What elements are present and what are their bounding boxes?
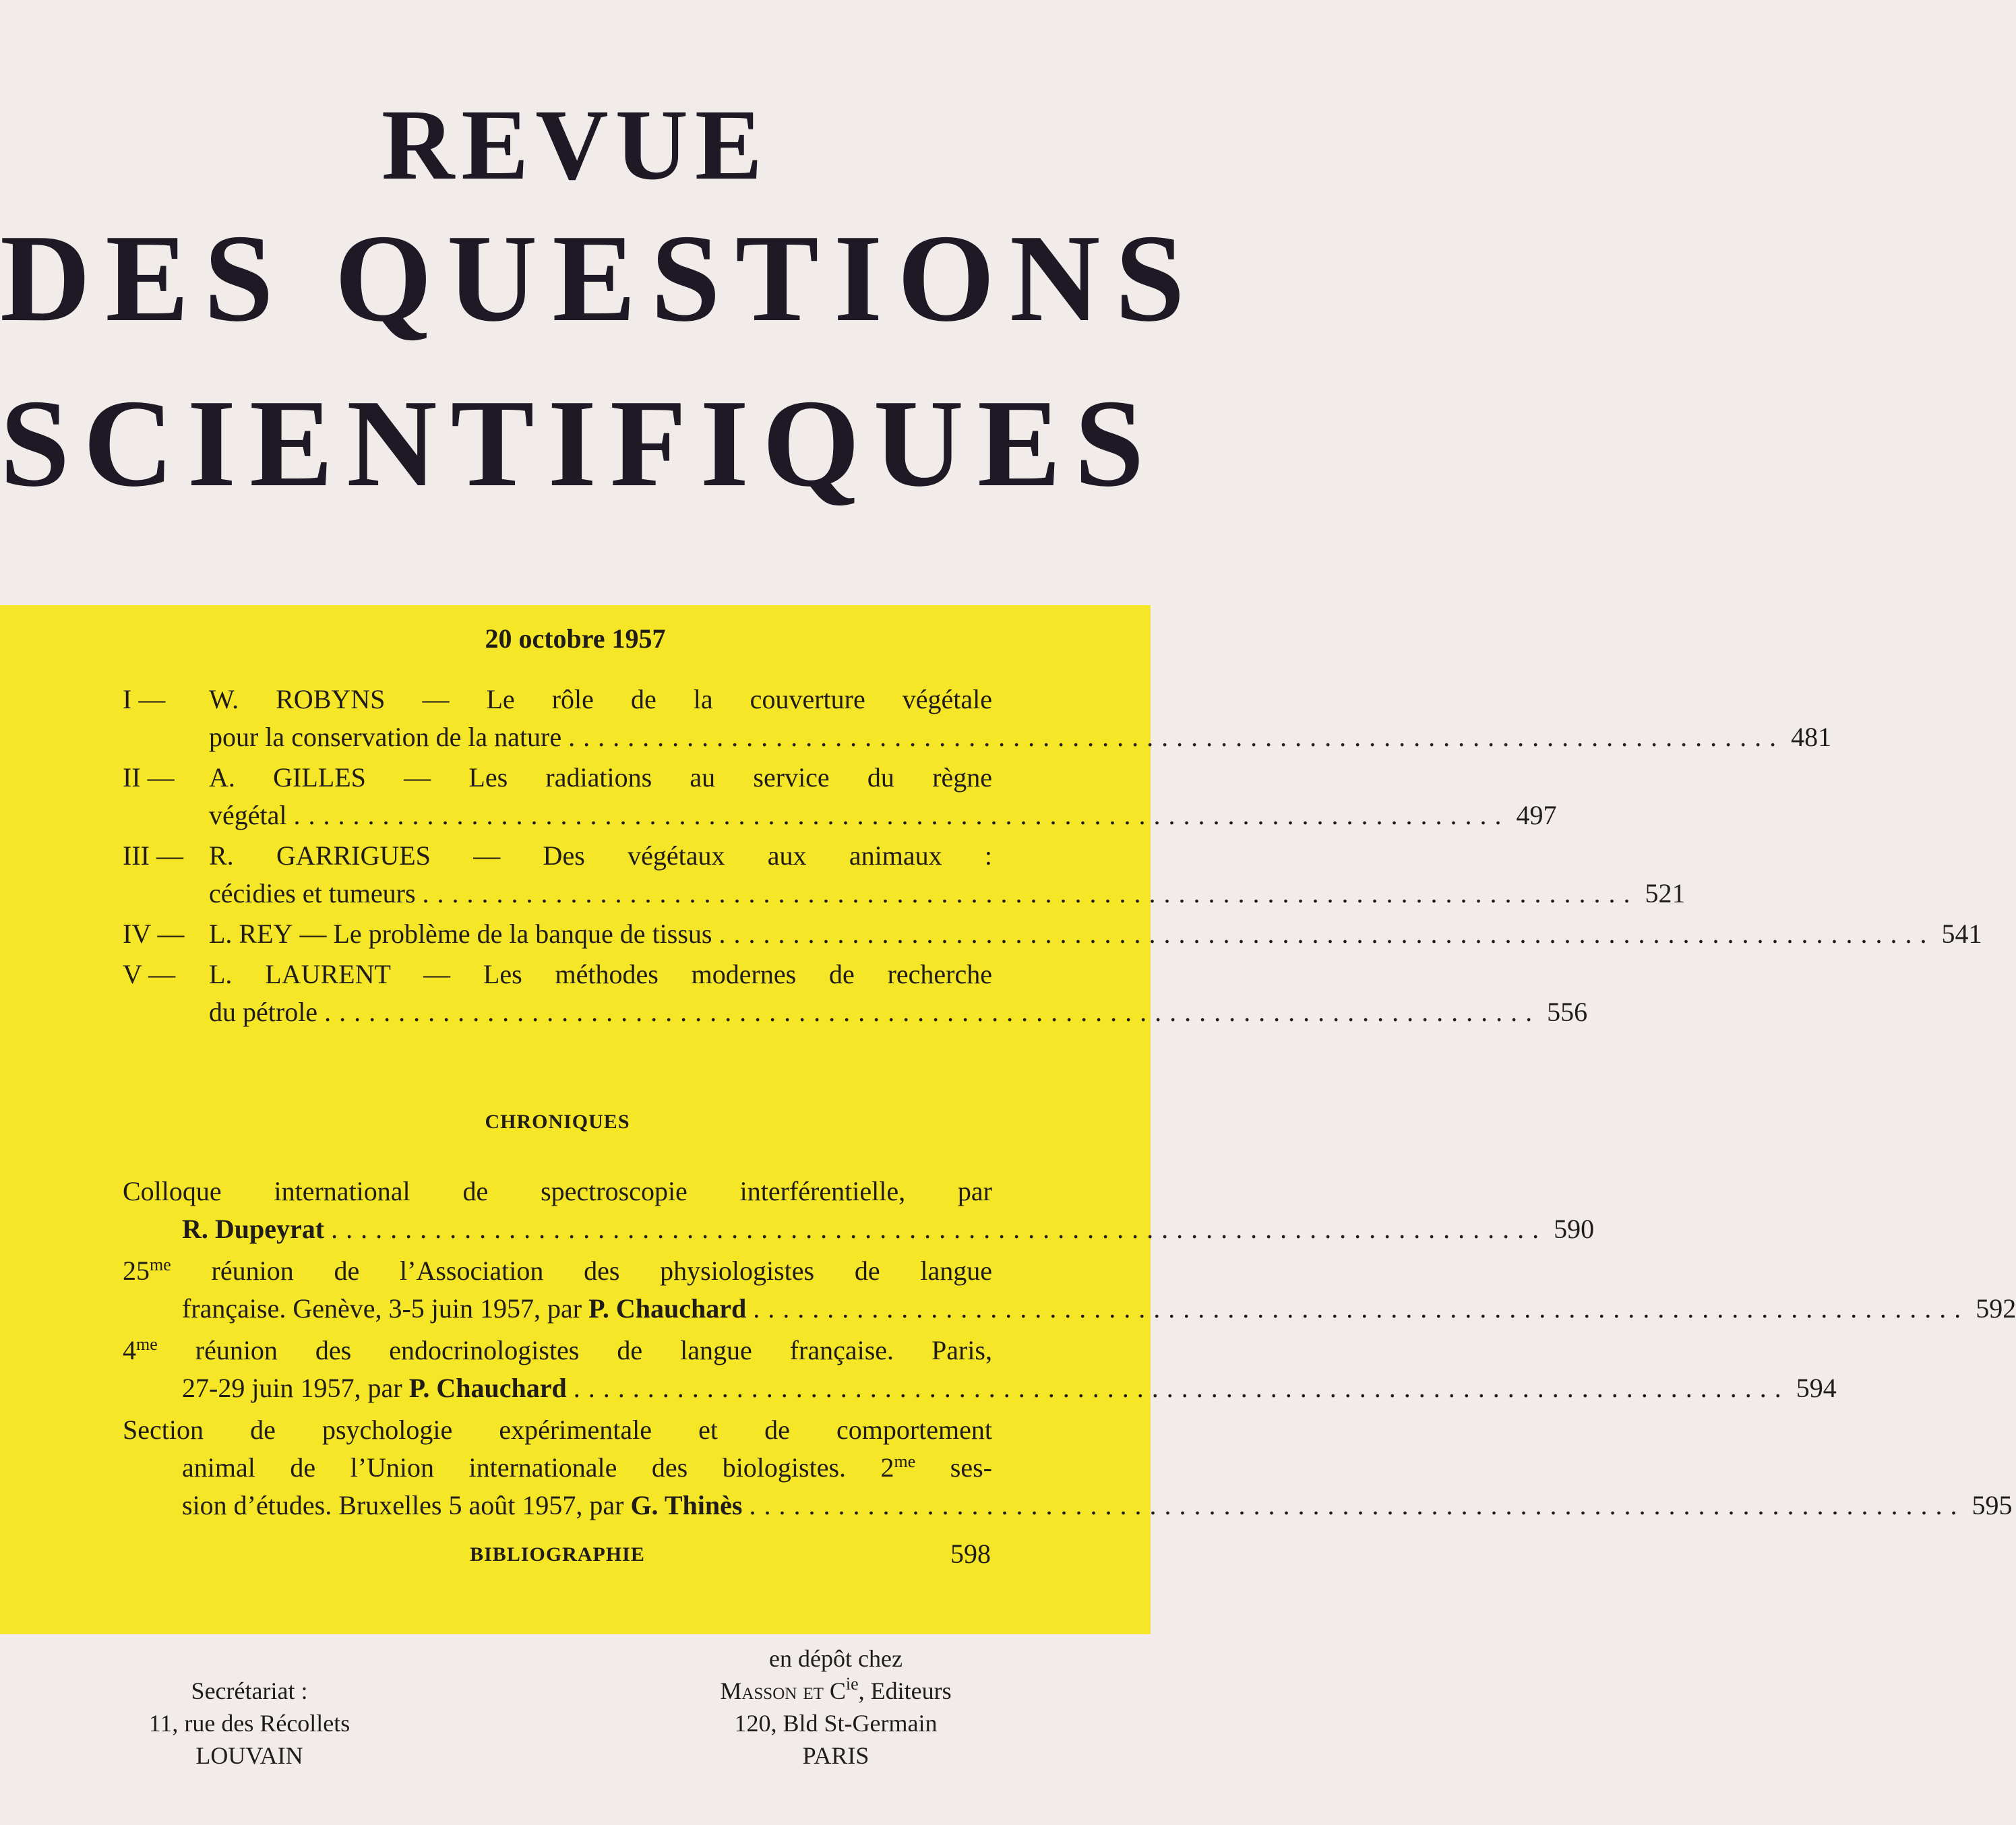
article-entry: [123, 915, 1982, 953]
article-author: R. GARRIGUES: [209, 840, 431, 871]
article-title: — Les radiations au service du règne: [404, 762, 993, 793]
article-title-cont: pour la conservation de la nature: [209, 722, 562, 752]
chroniques-heading: CHRONIQUES: [485, 1111, 630, 1133]
article-title-cont: du pétrole: [209, 997, 318, 1027]
dot-leader: ..................................................................................: [568, 722, 1785, 752]
article-number: V —: [123, 959, 176, 989]
chronique-entry: [123, 1411, 2013, 1524]
publisher-role: , Editeurs: [858, 1677, 952, 1704]
ordinal-suffix: me: [894, 1452, 916, 1471]
dot-leader: ..................................................................................: [573, 1373, 1790, 1403]
secretariat-street: 11, rue des Récollets: [148, 1710, 350, 1737]
article-entry: [123, 681, 1832, 756]
chronique-author: P. Chauchard: [588, 1293, 747, 1324]
chronique-entry: [123, 1173, 1595, 1248]
article-author: L. REY: [209, 919, 293, 949]
dot-leader: ..................................................................................: [719, 919, 1935, 949]
journal-title-line-2: DES QUESTIONS: [0, 209, 1200, 348]
article-title-cont: cécidies et tumeurs: [209, 878, 416, 908]
chronique-page: 595: [1972, 1490, 2013, 1520]
ordinal: 25: [123, 1256, 150, 1286]
secretariat-address: [108, 1675, 391, 1772]
chronique-author: G. Thinès: [630, 1490, 743, 1520]
chronique-entry: [123, 1252, 2016, 1328]
article-page: 481: [1791, 722, 1832, 752]
dot-leader: ..................................................................................: [331, 1214, 1548, 1244]
chronique-text-cont: ses-: [915, 1452, 992, 1483]
ordinal-suffix: me: [150, 1255, 171, 1274]
article-author: W. ROBYNS: [209, 684, 386, 714]
chronique-entry: [123, 1332, 1837, 1407]
article-page: 556: [1547, 997, 1588, 1027]
publisher-city: PARIS: [802, 1742, 869, 1769]
ordinal: 4: [123, 1335, 136, 1365]
chronique-page: 590: [1554, 1214, 1595, 1244]
dot-leader: ..................................................................................: [753, 1293, 1969, 1324]
chronique-text: Section de psychologie expérimentale et de comportement: [123, 1415, 992, 1445]
publisher-suffix: ie: [845, 1674, 859, 1694]
article-entry: [123, 956, 1588, 1031]
chronique-text-cont: 27-29 juin 1957, par: [182, 1373, 402, 1403]
article-author: A. GILLES: [209, 762, 366, 793]
article-entry: [123, 837, 1686, 912]
article-title: — Le problème de la banque de tissus: [299, 919, 712, 949]
publisher-name: Masson et C: [720, 1677, 846, 1704]
article-page: 521: [1645, 878, 1686, 908]
dot-leader: ..................................................................................: [422, 878, 1639, 908]
bibliographie-page: 598: [950, 1539, 991, 1569]
article-title-cont: végétal: [209, 800, 287, 830]
article-author: L. LAURENT: [209, 959, 391, 989]
article-number: I —: [123, 684, 166, 714]
journal-title-line-3: SCIENTIFIQUES: [0, 374, 1158, 513]
ordinal-suffix: me: [136, 1334, 158, 1354]
journal-title-line-1: REVUE: [381, 89, 770, 201]
issue-date: 20 octobre 1957: [485, 623, 666, 654]
article-number: II —: [123, 762, 175, 793]
chronique-author: R. Dupeyrat: [182, 1214, 325, 1244]
chronique-text-cont: sion d’études. Bruxelles 5 août 1957, par: [182, 1490, 624, 1520]
article-number: III —: [123, 840, 183, 871]
article-page: 541: [1941, 919, 1982, 949]
chronique-text: réunion des endocrinologistes de langue française. Paris,: [157, 1335, 992, 1365]
chronique-text-cont: française. Genève, 3-5 juin 1957, par: [182, 1293, 582, 1324]
article-entry: [123, 759, 1557, 834]
dot-leader: ..................................................................................: [749, 1490, 1965, 1520]
chronique-author: P. Chauchard: [408, 1373, 567, 1403]
chronique-page: 592: [1976, 1293, 2016, 1324]
chronique-page: 594: [1796, 1373, 1837, 1403]
secretariat-label: Secrétariat :: [191, 1677, 308, 1704]
article-title: — Le rôle de la couverture végétale: [422, 684, 992, 714]
chronique-text-cont: animal de l’Union internationale des biologistes. 2: [182, 1452, 894, 1483]
secretariat-city: LOUVAIN: [195, 1742, 303, 1769]
article-title: — Les méthodes modernes de recherche: [423, 959, 992, 989]
bibliographie-heading: BIBLIOGRAPHIE: [470, 1543, 645, 1566]
article-page: 497: [1516, 800, 1557, 830]
chronique-text: Colloque international de spectroscopie interférentielle, par: [123, 1176, 992, 1206]
dot-leader: ..................................................................................: [293, 800, 1510, 830]
article-number: IV —: [123, 919, 185, 949]
chronique-text: réunion de l’Association des physiologistes de langue: [171, 1256, 992, 1286]
publisher-street: 120, Bld St-Germain: [734, 1710, 938, 1737]
depot-label: en dépôt chez: [769, 1645, 903, 1672]
dot-leader: ..................................................................................: [324, 997, 1541, 1027]
article-title: — Des végétaux aux animaux :: [473, 840, 993, 871]
publisher-address: [694, 1642, 977, 1772]
